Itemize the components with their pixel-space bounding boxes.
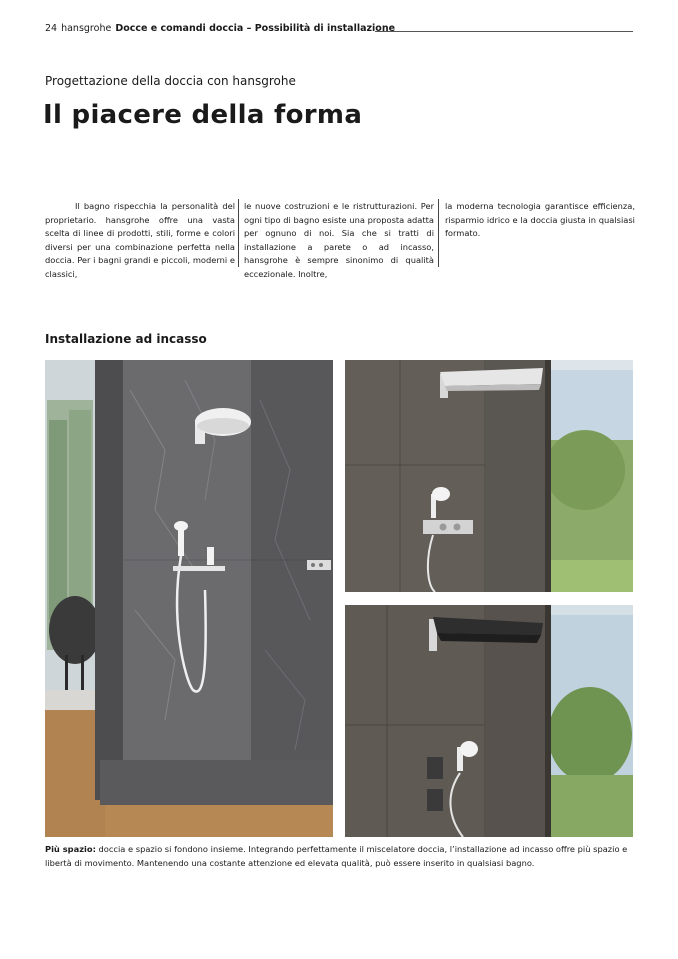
column-divider (238, 199, 239, 267)
intro-column-2: le nuove costruzioni e le ristrutturazioni. Per ogni tipo di bagno esiste una proposta adatta per ognuno di noi. Sia che si tratti di installazione a parete o ad incasso, hansgrohe è sempre sinonimo di qualità eccezionale. Inoltre, (244, 201, 434, 279)
caption (45, 842, 635, 870)
page-number: 24 (45, 23, 58, 34)
brand-name: hansgrohe (61, 23, 112, 34)
header-title: Docce e comandi doccia – Possibilità di installazione (115, 23, 396, 34)
column-divider (438, 199, 439, 267)
intro-column-3: la moderna tecnologia garantisce efficienza, risparmio idrico e la doccia giusta in qualsiasi formato. (445, 201, 635, 238)
page-title: Il piacere della forma (43, 100, 363, 130)
photo-walk-in-shower (45, 360, 333, 837)
photo-rainfall-shower (345, 605, 633, 837)
page-header (45, 22, 633, 36)
section-title: Installazione ad incasso (45, 332, 207, 346)
intro-column-1: Il bagno rispecchia la personalità del proprietario. hansgrohe offre una vasta scelta di linee di prodotti, stili, forme e colori diversi per una combinazione perfetta nella doccia. Per i bagni grandi e piccoli, moderni e classici, (45, 201, 235, 279)
kicker: Progettazione della doccia con hansgrohe (45, 74, 296, 88)
caption-lead: Più spazio: (45, 844, 96, 854)
caption-text: doccia e spazio si fondono insieme. Integrando perfettamente il miscelatore doccia, l’installazione ad incasso offre più spazio e libertà di movimento. Mantenendo una costante attenzione ed elevata qualità, può essere inserito in qualsiasi bagno. (45, 844, 628, 868)
photo-square-overhead-shower (345, 360, 633, 592)
header-rule (375, 31, 633, 32)
